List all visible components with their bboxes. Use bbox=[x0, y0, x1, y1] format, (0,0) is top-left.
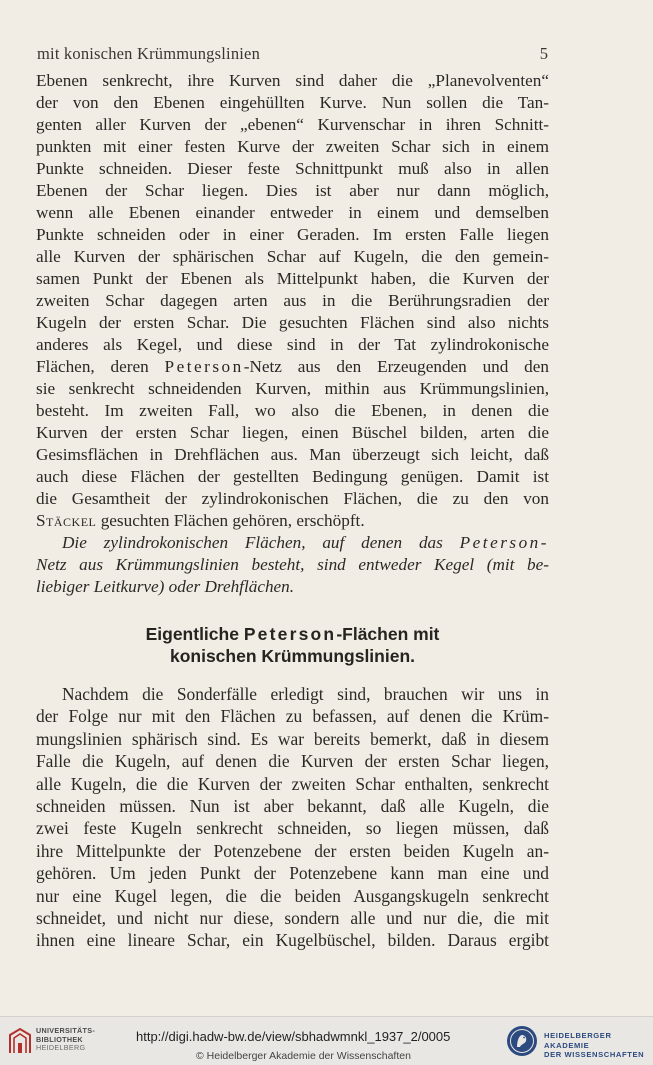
text-line: Falle die Kugeln, auf denen die Kurven der ersten Schar liegen, bbox=[36, 751, 549, 772]
text-line: Ebenen der Schar liegen. Dies ist aber nur dann möglich, bbox=[36, 181, 549, 200]
text-line: liebiger Leitkurve) oder Drehflächen. bbox=[36, 577, 295, 596]
text-line: zweiten Schar dagegen arten aus in die Berührungsradien der bbox=[36, 291, 549, 310]
running-head: mit konischen Krümmungslinien bbox=[37, 44, 261, 63]
text-line: punkten mit einer festen Kurve der zweiten Schar sich in einem bbox=[36, 137, 549, 156]
text-line bbox=[36, 532, 549, 554]
academy-line: DER WISSENSCHAFTEN bbox=[544, 1050, 645, 1059]
text-line: zwei feste Kugeln senkrecht schneiden, so liegen müssen, daß bbox=[36, 818, 549, 839]
text-segment: Eigentliche bbox=[145, 624, 244, 644]
university-library-name bbox=[36, 1027, 95, 1053]
academy-seal-icon bbox=[506, 1025, 538, 1057]
text-line: alle Kurven der sphärischen Schar auf Kugeln, die den gemein- bbox=[36, 247, 549, 266]
text-segment: Flächen, deren bbox=[36, 357, 165, 376]
text-line: auch diese Flächen der gestellten Bedingung genügen. Damit ist bbox=[36, 467, 549, 486]
author-name-spaced: Peterson bbox=[243, 624, 337, 644]
page-number: 5 bbox=[539, 44, 548, 63]
text-line: sie senkrecht schneidenden Kurven, mithin aus Krümmungslinien, bbox=[36, 379, 549, 398]
text-segment: Die zylindrokonischen Flächen, auf denen das bbox=[62, 533, 460, 552]
library-line: BIBLIOTHEK bbox=[36, 1034, 83, 1044]
academy-line: HEIDELBERGER AKADEMIE bbox=[544, 1031, 612, 1050]
text-line: Punkte schneiden. Dieser feste Schnittpunkt muß also in allen bbox=[36, 159, 549, 178]
text-line: mungslinien sphärisch sind. Es war bereits bemerkt, daß in diesem bbox=[36, 728, 549, 749]
author-name-spaced: Peterson bbox=[164, 357, 244, 376]
text-line: Nachdem die Sonderfälle erledigt sind, brauchen wir uns in bbox=[62, 684, 549, 704]
text-line: samen Punkt der Ebenen als Mittelpunkt haben, die Kurven der bbox=[36, 269, 549, 288]
viewer-footer bbox=[0, 1016, 653, 1065]
text-line: Kugeln der ersten Schar. Die gesuchten Flächen sind also nichts bbox=[36, 313, 549, 332]
text-line: gehören. Um jeden Punkt der Potenzebene kann man eine und bbox=[36, 863, 549, 884]
text-line: Gesimsflächen in Drehflächen aus. Man überzeugt sich leicht, daß bbox=[36, 445, 549, 464]
academy-name bbox=[544, 1031, 653, 1060]
text-line: schneiden müssen. Nun ist aber bekannt, daß alle Kugeln, die bbox=[36, 796, 549, 817]
text-line: anderes als Kegel, und diese sind in der Tat zylindrokonische bbox=[36, 335, 549, 354]
section-heading bbox=[36, 623, 549, 667]
text-line: der von den Ebenen eingehüllten Kurve. Nun sollen die Tan- bbox=[36, 93, 549, 112]
theorem-paragraph bbox=[36, 532, 549, 598]
text-line: genten aller Kurven der „ebenen“ Kurvenschar in ihren Schnitt- bbox=[36, 115, 549, 134]
text-line: schneidet, und nicht nur diese, sondern alle und nur die, die mit bbox=[36, 908, 549, 929]
text-line: besteht. Im zweiten Fall, wo also die Ebenen, in denen die bbox=[36, 401, 549, 420]
paragraph-1 bbox=[36, 70, 549, 532]
text-line: wenn alle Ebenen einander entweder in einem und demselben bbox=[36, 203, 549, 222]
text-line: der Folge nur mit den Flächen zu befassen, auf denen die Krüm- bbox=[36, 706, 549, 727]
heading-line bbox=[36, 623, 549, 645]
text-line: die Gesamtheit der zylindrokonischen Flächen, die zu den von bbox=[36, 489, 549, 508]
library-line: UNIVERSITÄTS- bbox=[36, 1026, 96, 1035]
text-segment: -Netz aus den Erzeugenden und den bbox=[243, 357, 550, 376]
copyright-notice: © Heidelberger Akademie der Wissenschaften bbox=[196, 1050, 411, 1062]
permalink-url[interactable]: http://digi.hadw-bw.de/view/sbhadwmnkl_1937_2/0005 bbox=[136, 1029, 451, 1044]
heading-line: konischen Krümmungslinien. bbox=[169, 646, 416, 666]
text-line: ihnen eine lineare Schar, ein Kugelbüschel, bilden. Daraus ergibt bbox=[36, 930, 549, 951]
text-line: Kurven der ersten Schar liegen, einen Büschel bilden, arten die bbox=[36, 423, 549, 442]
text-line: nur eine Kugel legen, die die beiden Ausgangskugeln senkrecht bbox=[36, 885, 549, 906]
library-line: HEIDELBERG bbox=[36, 1043, 86, 1052]
text-line: Punkte schneiden oder in einer Geraden. Im ersten Falle liegen bbox=[36, 225, 549, 244]
university-library-logo-icon bbox=[8, 1027, 32, 1055]
paragraph-3 bbox=[36, 683, 549, 952]
text-segment: -Flächen mit bbox=[336, 624, 440, 644]
author-name-smallcaps: Stäckel bbox=[36, 511, 97, 530]
text-segment: gesuchten Flächen gehören, erschöpft. bbox=[96, 511, 365, 530]
text-line bbox=[36, 510, 549, 532]
text-line bbox=[36, 356, 549, 378]
text-line: Netz aus Krümmungslinien besteht, sind entweder Kegel (mit be- bbox=[36, 555, 549, 574]
text-line: alle Kugeln, die die Kurven der zweiten Schar enthalten, senkrecht bbox=[36, 773, 549, 794]
text-line: ihre Mittelpunkte der Potenzebene der ersten beiden Kugeln an- bbox=[36, 840, 549, 861]
author-name-spaced: Peterson- bbox=[459, 533, 549, 552]
text-line: Ebenen senkrecht, ihre Kurven sind daher die „Planevolventen“ bbox=[36, 71, 549, 90]
